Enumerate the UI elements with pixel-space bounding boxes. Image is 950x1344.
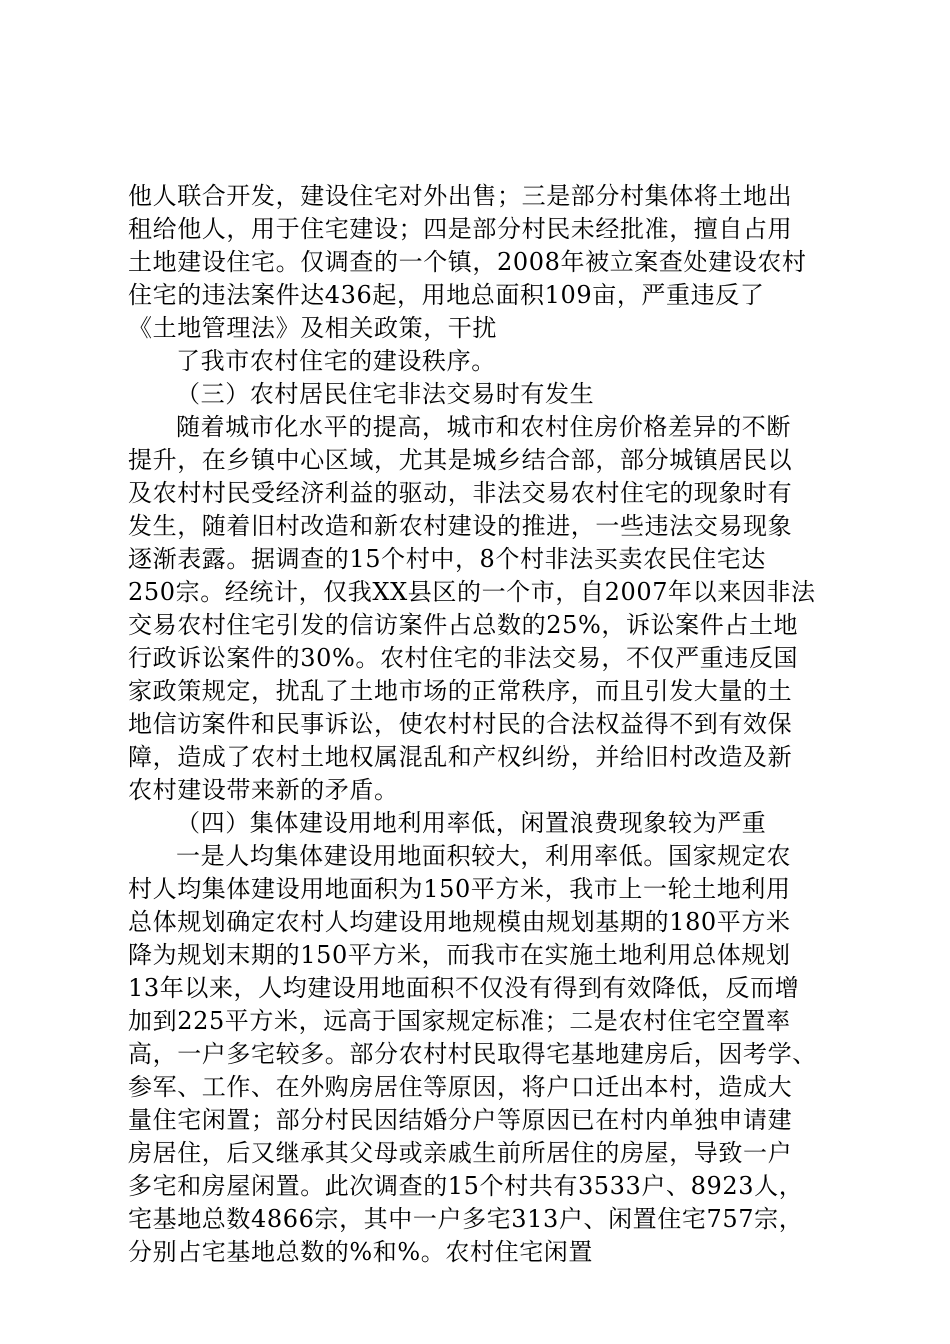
body-text-line: 房居住，后又继承其父母或亲戚生前所居住的房屋，导致一户 [128,1139,793,1167]
body-text-line: 住宅的违法案件达436起，用地总面积109亩，严重违反了 [128,281,765,309]
body-text-line: 13年以来，人均建设用地面积不仅没有得到有效降低，反而增 [128,974,800,1002]
body-text-line: 提升，在乡镇中心区域，尤其是城乡结合部，部分城镇居民以 [128,446,793,474]
body-text-line: 逐渐表露。据调查的15个村中，8个村非法买卖农民住宅达 [128,545,767,573]
body-text-line: 一是人均集体建设用地面积较大，利用率低。国家规定农 [176,842,791,870]
body-text-line: 交易农村住宅引发的信访案件占总数的25%，诉讼案件占土地 [128,611,799,639]
section-heading: （四）集体建设用地利用率低，闲置浪费现象较为严重 [176,809,767,837]
section-heading: （三）农村居民住宅非法交易时有发生 [176,380,595,408]
body-text-line: 了我市农村住宅的建设秩序。 [176,347,496,375]
body-text-line: 租给他人，用于住宅建设；四是部分村民未经批准，擅自占用 [128,215,793,243]
body-text-line: 量住宅闲置；部分村民因结婚分户等原因已在村内单独申请建 [128,1106,793,1134]
body-text-line: 他人联合开发，建设住宅对外出售；三是部分村集体将土地出 [128,182,793,210]
body-text-line: 宅基地总数4866宗，其中一户多宅313户、闲置住宅757宗， [128,1205,804,1233]
body-text-line: 《土地管理法》及相关政策，干扰 [128,314,497,342]
body-text-line: 土地建设住宅。仅调查的一个镇，2008年被立案查处建设农村 [128,248,807,276]
body-text-line: 加到225平方米，远高于国家规定标准；二是农村住宅空置率 [128,1007,791,1035]
body-text-line: 降为规划末期的150平方米，而我市在实施土地利用总体规划 [128,941,791,969]
body-text-line: 参军、工作、在外购房居住等原因，将户口迁出本村，造成大 [128,1073,793,1101]
body-text-line: 村人均集体建设用地面积为150平方米，我市上一轮土地利用 [128,875,791,903]
body-text-line: 障，造成了农村土地权属混乱和产权纠纷，并给旧村改造及新 [128,743,793,771]
body-text-line: 农村建设带来新的矛盾。 [128,776,399,804]
body-text-line: 高，一户多宅较多。部分农村村民取得宅基地建房后，因考学、 [128,1040,817,1068]
body-text-line: 行政诉讼案件的30%。农村住宅的非法交易，不仅严重违反国 [128,644,799,672]
body-text-line: 地信访案件和民事诉讼，使农村村民的合法权益得不到有效保 [128,710,793,738]
body-text-line: 家政策规定，扰乱了土地市场的正常秩序，而且引发大量的土 [128,677,793,705]
body-text-line: 发生，随着旧村改造和新农村建设的推进，一些违法交易现象 [128,512,793,540]
body-text-line: 分别占宅基地总数的%和%。农村住宅闲置 [128,1238,594,1266]
body-text-line: 总体规划确定农村人均建设用地规模由规划基期的180平方米 [128,908,791,936]
body-text-line: 250宗。经统计，仅我XX县区的一个市，自2007年以来因非法 [128,578,816,606]
body-text-line: 及农村村民受经济利益的驱动，非法交易农村住宅的现象时有 [128,479,793,507]
body-text-line: 多宅和房屋闲置。此次调查的15个村共有3533户、8923人， [128,1172,804,1200]
body-text-line: 随着城市化水平的提高，城市和农村住房价格差异的不断 [176,413,791,441]
